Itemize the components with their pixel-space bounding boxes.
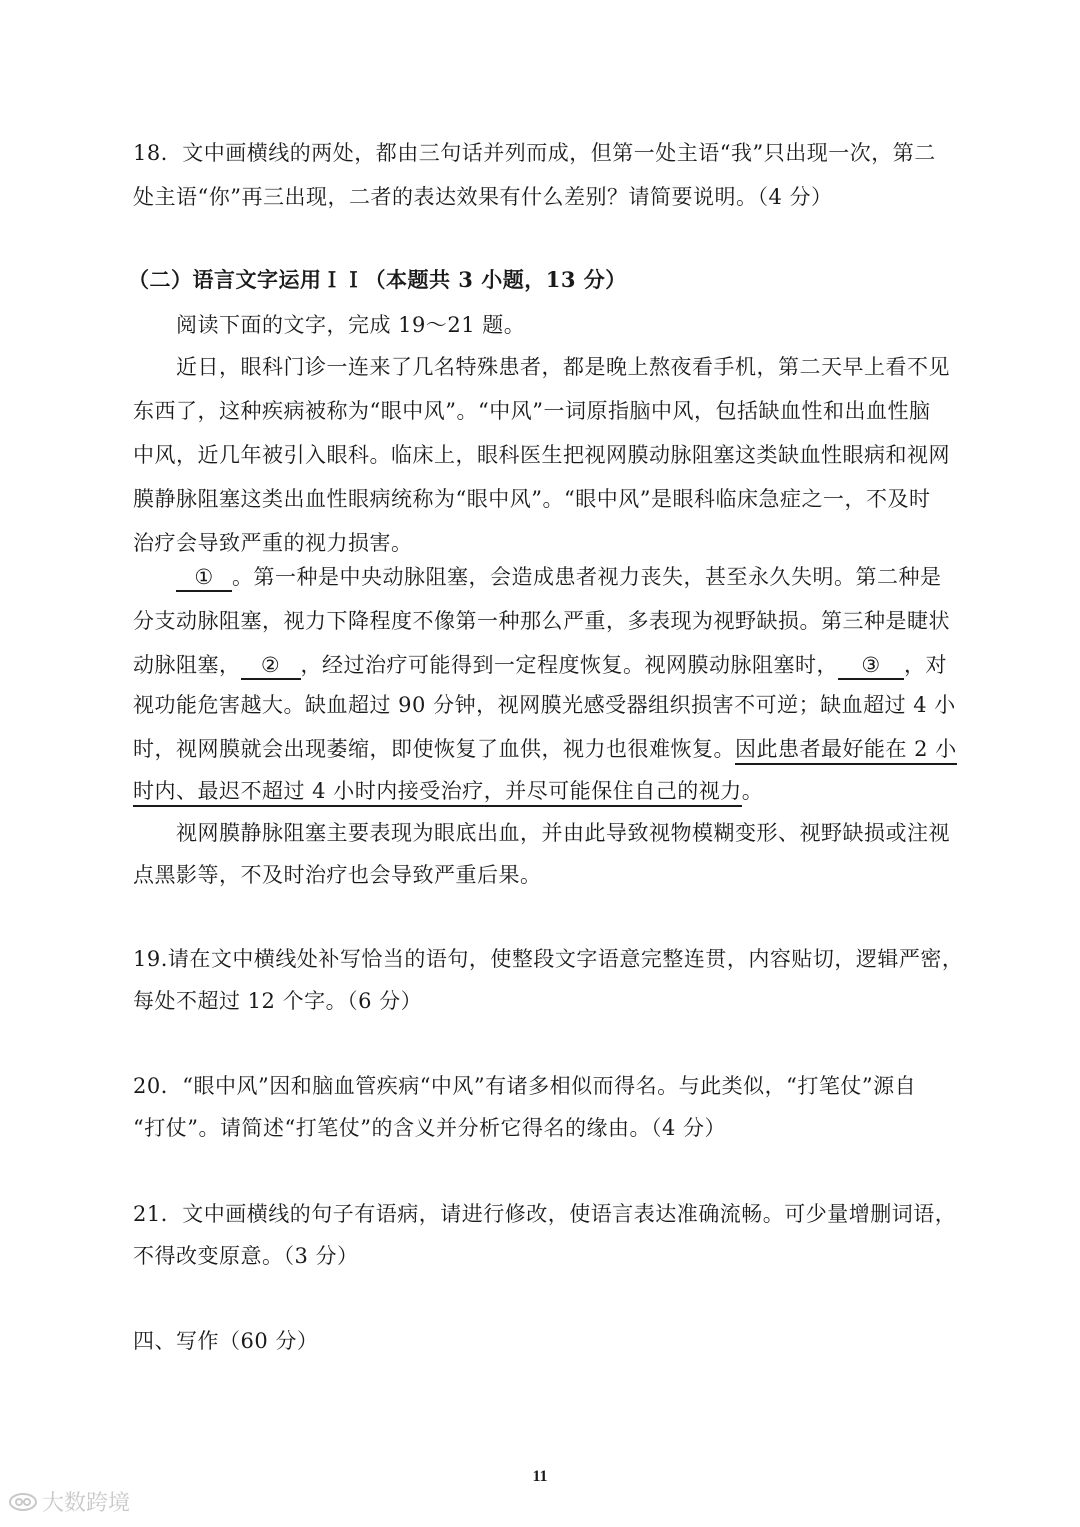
passage-p2-line-2: 分支动脉阻塞，视力下降程度不像第一种那么严重，多表现为视野缺损。第三种是睫状 (133, 609, 950, 633)
passage-p1-line-4: 膜静脉阻塞这类出血性眼病统称为“眼中风”。“眼中风”是眼科临床急症之一，不及时 (133, 487, 931, 511)
passage-p2-line-5-plain: 时，视网膜就会出现萎缩，即使恢复了血供，视力也很难恢复。 (133, 737, 735, 761)
blank-2: ② (241, 652, 301, 680)
passage-p1-line-5: 治疗会导致严重的视力损害。 (133, 531, 413, 555)
q20-line-1: 20．“眼中风”因和脑血管疾病“中风”有诸多相似而得名。与此类似，“打笔仗”源自 (133, 1074, 917, 1098)
passage-p2-line-3 (133, 650, 963, 680)
passage-p1-line-3: 中风，近几年被引入眼科。临床上，眼科医生把视网膜动脉阻塞这类缺血性眼病和视网 (133, 443, 950, 467)
passage-p2-line-4: 视功能危害越大。缺血超过 90 分钟，视网膜光感受器组织损害不可逆；缺血超过 4 小 (133, 693, 956, 717)
q21-line-2: 不得改变原意。（3 分） (133, 1244, 359, 1268)
section-2-heading: （二）语言文字运用ＩＩ（本题共 3 小题，13 分） (128, 267, 627, 292)
eye-logo-icon (8, 1491, 38, 1513)
passage-p1-line-2: 东西了，这种疾病被称为“眼中风”。“中风”一词原指脑中风，包括缺血性和出血性脑 (133, 399, 931, 423)
passage-p2-line-1-text: 。第一种是中央动脉阻塞，会造成患者视力丧失，甚至永久失明。第二种是 (232, 565, 942, 589)
passage-p2-line-6 (133, 776, 963, 806)
section-4-heading: 四、写作（60 分） (133, 1329, 319, 1353)
watermark (8, 1486, 130, 1517)
watermark-text: 大数跨境 (42, 1491, 131, 1516)
blank-3: ③ (838, 652, 904, 680)
q21-line-1: 21．文中画横线的句子有语病，请进行修改，使语言表达准确流畅。可少量增删词语， (133, 1202, 957, 1226)
q18-line-1: 18．文中画横线的两处，都由三句话并列而成，但第一处主语“我”只出现一次，第二 (133, 141, 936, 165)
underlined-sentence-part-2: 时内、最迟不超过 4 小时内接受治疗，并尽可能保住自己的视力 (133, 779, 742, 807)
section-2-instruction: 阅读下面的文字，完成 19～21 题。 (176, 313, 526, 337)
blank-1: ① (176, 564, 232, 592)
q18-line-2: 处主语“你”再三出现，二者的表达效果有什么差别？请简要说明。（4 分） (133, 185, 833, 209)
passage-p2-line-6-end: 。 (741, 779, 764, 803)
passage-p1-line-1: 近日，眼科门诊一连来了几名特殊患者，都是晚上熬夜看手机，第二天早上看不见 (176, 355, 950, 379)
passage-p3-line-2: 点黑影等，不及时治疗也会导致严重后果。 (133, 863, 542, 887)
underlined-sentence-part-1: 因此患者最好能在 2 小 (735, 737, 957, 765)
passage-p2-line-5 (133, 734, 963, 764)
q19-line-2: 每处不超过 12 个字。（6 分） (133, 989, 423, 1013)
passage-p2-line-3-end: ，对 (904, 653, 947, 677)
passage-p3-line-1: 视网膜静脉阻塞主要表现为眼底出血，并由此导致视物模糊变形、视野缺损或注视 (176, 821, 950, 845)
passage-p2-line-3-mid: ，经过治疗可能得到一定程度恢复。视网膜动脉阻塞时， (300, 653, 838, 677)
passage-p2-line-1 (176, 562, 963, 592)
page-number: 11 (532, 1468, 548, 1485)
q19-line-1: 19.请在文中横线处补写恰当的语句，使整段文字语意完整连贯，内容贴切，逻辑严密， (133, 947, 964, 971)
q20-line-2: “打仗”。请简述“打笔仗”的含义并分析它得名的缘由。（4 分） (133, 1116, 726, 1140)
passage-p2-line-3-start: 动脉阻塞， (133, 653, 241, 677)
